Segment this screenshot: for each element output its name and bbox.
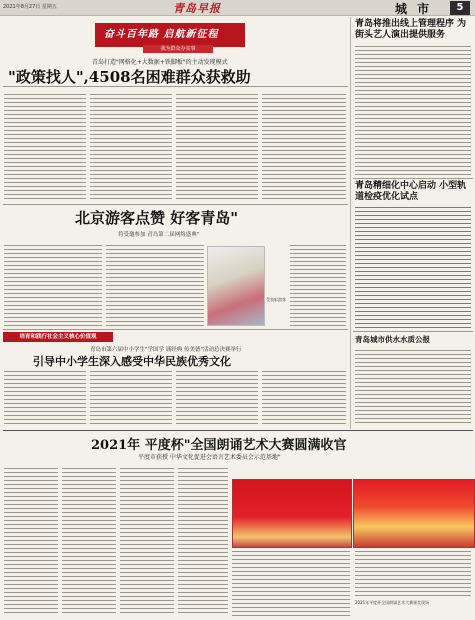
- article3-body-col2: [90, 369, 172, 427]
- article1-body-col4: [262, 92, 346, 202]
- article1-body-col3: [176, 92, 258, 202]
- right-article3-body: [355, 348, 471, 426]
- ceremony-photo-caption: 2021年平度杯全国朗诵艺术大赛颁奖现场: [355, 600, 430, 605]
- divider: [3, 329, 348, 330]
- page-number-badge: 5: [450, 1, 470, 15]
- divider: [3, 430, 473, 431]
- article1-body-col1: [4, 92, 86, 202]
- section-title: 城 市: [395, 2, 433, 16]
- divider: [3, 86, 348, 87]
- article4-body-col1: [4, 466, 58, 616]
- article2-body-col2: [106, 243, 204, 327]
- article1-headline: "政策找人",4508名困难群众获救助: [8, 68, 251, 86]
- article4-subheadline: 平度市获授 中华文化促进会语言艺术委员会示范基地": [138, 454, 281, 461]
- section-tag: 培育和践行社会主义核心价值观: [3, 332, 113, 342]
- newspaper-logo: 青岛早报: [173, 2, 221, 15]
- article2-subheadline: 将受邀参加 青岛第二届网络盛典": [118, 232, 200, 238]
- article2-body-col1: [4, 243, 102, 327]
- article2-headline: 北京游客点赞 好客青岛": [75, 209, 239, 227]
- article4-body-col6: [355, 549, 471, 597]
- ceremony-photo-right: [353, 479, 475, 548]
- campaign-banner-subtitle: 我为群众办实事: [143, 45, 213, 53]
- issue-date: 2021年8月27日 星期五: [3, 4, 57, 10]
- divider: [3, 204, 348, 205]
- tourist-photo-caption: 受表彰游客: [266, 297, 286, 302]
- divider: [353, 331, 473, 332]
- article4-body-col3: [120, 466, 174, 616]
- column-rule: [350, 17, 351, 429]
- article1-body-col2: [90, 92, 172, 202]
- campaign-banner-title: 奋斗百年路 启航新征程: [104, 29, 219, 40]
- article1-kicker: 青岛打造"网格化+大数据+铁脚板"的主动发现模式: [92, 59, 228, 66]
- article3-body-col4: [262, 369, 346, 427]
- article3-body-col1: [4, 369, 86, 427]
- article2-body-col3: [290, 243, 346, 327]
- article4-body-col2: [62, 466, 116, 616]
- divider: [353, 178, 473, 179]
- right-article1-body: [355, 44, 471, 176]
- article4-body-col4: [178, 466, 228, 616]
- right-article2-headline: 青岛精细化中心启动 小型轨道检疫优化试点: [355, 181, 467, 202]
- tourist-photo: [207, 246, 265, 326]
- right-article3-headline: 青岛城市供水水质公报: [355, 335, 430, 344]
- article3-body-col3: [176, 369, 258, 427]
- right-article2-body: [355, 205, 471, 329]
- article3-kicker: 青岛市第六届中小学生"学国学 诵经典 传美德"活动总决赛举行: [90, 347, 242, 353]
- article3-headline: 引导中小学生深入感受中华民族优秀文化: [33, 355, 231, 368]
- right-article1-headline: 青岛将推出线上管理程序 为街头艺人演出提供服务: [355, 19, 467, 40]
- article4-headline: 2021年 平度杯"全国朗诵艺术大赛圆满收官: [91, 438, 347, 453]
- ceremony-photo-left: [232, 479, 352, 548]
- article4-body-col5: [232, 549, 350, 616]
